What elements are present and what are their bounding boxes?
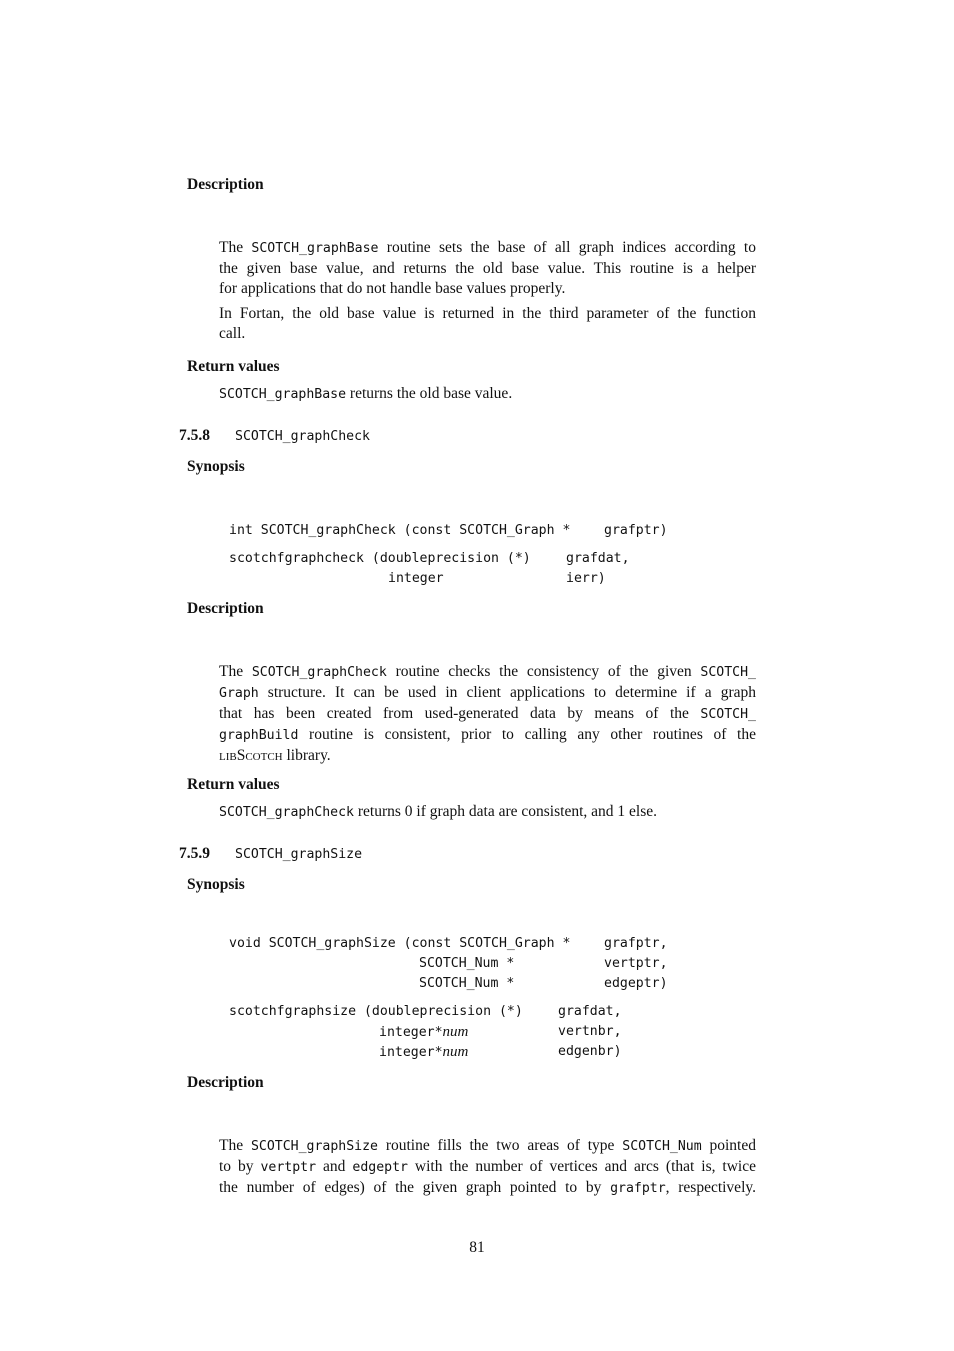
c-prototype-right: grafptr, xyxy=(604,936,668,951)
return-values-text xyxy=(219,385,512,403)
fortran-prototype-left: scotchfgraphsize (doubleprecision (*) xyxy=(229,1004,523,1019)
text-run: routine sets the base of all graph indices according to xyxy=(378,239,756,256)
section-number: 7.5.8 xyxy=(179,427,210,444)
c-prototype-left: int SCOTCH_graphCheck (const SCOTCH_Graph * xyxy=(229,523,571,538)
fortran-note-paragraph xyxy=(219,304,756,344)
fortran-prototype-left: integer*num xyxy=(379,1024,469,1040)
inline-code: SCOTCH_graphCheck xyxy=(219,805,354,820)
fortran-prototype-left: scotchfgraphcheck (doubleprecision (*) xyxy=(229,551,531,566)
c-prototype-right: grafptr) xyxy=(604,523,668,538)
description-paragraph: The SCOTCH_graphSize routine fills the two areas of type SCOTCH_Num pointed to by vertptr and edgeptr with the number of vertices and arcs (that is, twice the number of edges) of the given graph pointed to by grafptr, respectively. xyxy=(219,1137,757,1196)
fortran-prototype-right: grafdat, xyxy=(558,1004,622,1019)
text-run: returns the old base value. xyxy=(346,385,513,402)
description-paragraph: The SCOTCH_graphCheck routine checks the consistency of the given SCOTCH_ Graph structure. It can be used in client applications to determine if a graph that has been created from used-generated data by means of the SCOTCH_ graphBuild routine is consistent, prior to calling any other routines of the libScotch library. xyxy=(219,663,756,764)
page-number: 81 xyxy=(469,1239,485,1256)
c-prototype-right: vertptr, xyxy=(604,956,668,971)
text-line: call. xyxy=(219,325,246,342)
description-heading: Description xyxy=(187,600,264,617)
c-prototype-left: SCOTCH_Num * xyxy=(419,956,515,971)
text-line: In Fortan, the old base value is returned in the third parameter of the function xyxy=(219,305,756,322)
description-heading: Description xyxy=(187,1074,264,1091)
fortran-prototype-right: grafdat, xyxy=(566,551,630,566)
c-prototype-left: SCOTCH_Num * xyxy=(419,976,515,991)
fortran-prototype-right: vertnbr, xyxy=(558,1024,622,1039)
synopsis-heading: Synopsis xyxy=(187,458,245,475)
description-heading: Description xyxy=(187,176,264,193)
c-prototype-right: edgeptr) xyxy=(604,976,668,991)
fortran-prototype-right: edgenbr) xyxy=(558,1044,622,1059)
return-values-text xyxy=(219,803,657,821)
description-paragraph: The SCOTCH_graphBase routine sets the base of all graph indices according to the given base value, and returns the old base value. This routine is a helper for applications that do not handle base values properly. xyxy=(219,239,756,297)
return-values-heading: Return values xyxy=(187,358,280,375)
fortran-prototype-left: integer xyxy=(388,571,444,586)
fortran-prototype-right: ierr) xyxy=(566,571,606,586)
return-values-heading: Return values xyxy=(187,776,280,793)
section-number: 7.5.9 xyxy=(179,845,210,862)
fortran-prototype-left: integer*num xyxy=(379,1044,469,1060)
section-title: SCOTCH_graphSize xyxy=(235,847,363,862)
text-line: the given base value, and returns the old base value. This routine is a helper xyxy=(219,260,756,277)
synopsis-heading: Synopsis xyxy=(187,876,245,893)
inline-code: SCOTCH_graphBase xyxy=(219,387,347,402)
inline-code: SCOTCH_graphBase xyxy=(251,241,379,256)
text-run: returns 0 if graph data are consistent, and 1 else. xyxy=(353,803,657,820)
text-line: for applications that do not handle base values properly. xyxy=(219,280,566,297)
section-title: SCOTCH_graphCheck xyxy=(235,429,370,444)
c-prototype-left: void SCOTCH_graphSize (const SCOTCH_Graph * xyxy=(229,936,571,951)
